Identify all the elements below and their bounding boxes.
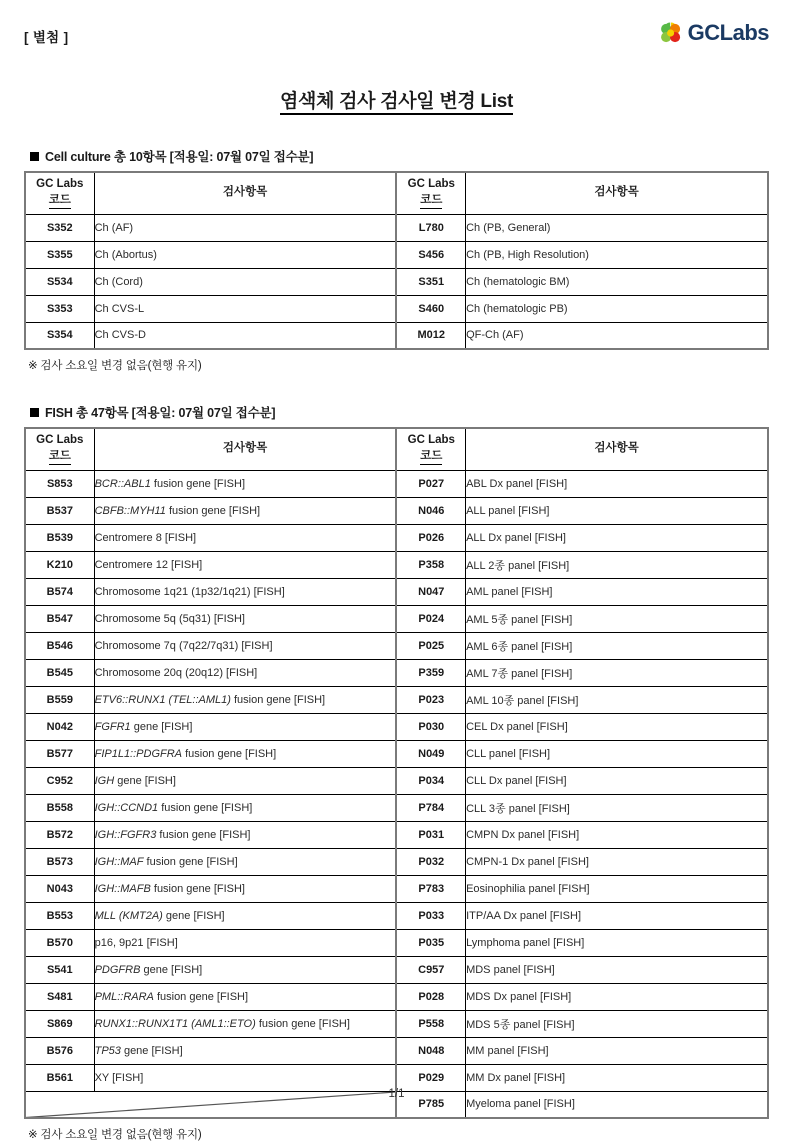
gc-labs-logo: [658, 20, 769, 46]
test-code-left: B574: [25, 578, 94, 605]
test-name-right: AML 6종 panel [FISH]: [466, 632, 768, 659]
test-name-right: MM Dx panel [FISH]: [466, 1064, 768, 1091]
test-name-left: Ch (Abortus): [94, 241, 396, 268]
test-code-left: S353: [25, 295, 94, 322]
test-name-right: ITP/AA Dx panel [FISH]: [466, 902, 768, 929]
test-code-right: N049: [396, 740, 465, 767]
test-name-left: CBFB::MYH11 fusion gene [FISH]: [94, 497, 396, 524]
page-title: [24, 86, 769, 113]
logo-text-labs: Labs: [719, 20, 769, 45]
test-code-left: S541: [25, 956, 94, 983]
table-row: [25, 956, 768, 983]
test-code-left: S352: [25, 214, 94, 241]
test-code-right: P359: [396, 659, 465, 686]
test-code-left: S869: [25, 1010, 94, 1037]
test-name-right: AML 5종 panel [FISH]: [466, 605, 768, 632]
section-note-fish: ※ 검사 소요일 변경 없음(현행 유지): [28, 1129, 202, 1141]
table-header-row: [25, 428, 768, 470]
test-name-right: Myeloma panel [FISH]: [466, 1091, 768, 1118]
test-name-right: MDS panel [FISH]: [466, 956, 768, 983]
table-row: [25, 214, 768, 241]
test-code-right: P035: [396, 929, 465, 956]
page-number: 1/1: [388, 1088, 405, 1100]
test-code-left: S481: [25, 983, 94, 1010]
test-code-left: C952: [25, 767, 94, 794]
column-header-testname-right: 검사항목: [466, 428, 768, 470]
test-name-left: IGH gene [FISH]: [94, 767, 396, 794]
test-code-right: P030: [396, 713, 465, 740]
section-heading-label: Cell culture 총 10항목 [적용일: 07월 07일 접수분]: [45, 150, 314, 164]
table-row: [25, 767, 768, 794]
test-code-right: S460: [396, 295, 465, 322]
code-header-line1: GC Labs: [36, 434, 84, 447]
table-row: [25, 929, 768, 956]
test-name-right: CEL Dx panel [FISH]: [466, 713, 768, 740]
test-code-right: P558: [396, 1010, 465, 1037]
logo-text-gc: GC: [687, 20, 720, 45]
test-name-right: CMPN Dx panel [FISH]: [466, 821, 768, 848]
table-row: [25, 241, 768, 268]
test-code-right: L780: [396, 214, 465, 241]
test-name-right: Ch (hematologic BM): [466, 268, 768, 295]
fish-table-body: [25, 470, 768, 1118]
test-name-left: BCR::ABL1 fusion gene [FISH]: [94, 470, 396, 497]
table-row: [25, 902, 768, 929]
table-header-row: [25, 172, 768, 214]
test-name-left: MLL (KMT2A) gene [FISH]: [94, 902, 396, 929]
test-code-left: N042: [25, 713, 94, 740]
test-code-left: B559: [25, 686, 94, 713]
test-name-left: IGH::FGFR3 fusion gene [FISH]: [94, 821, 396, 848]
table-row: [25, 551, 768, 578]
test-code-right: N046: [396, 497, 465, 524]
test-name-right: ALL panel [FISH]: [466, 497, 768, 524]
test-name-right: Ch (hematologic PB): [466, 295, 768, 322]
test-code-left: B573: [25, 848, 94, 875]
code-header-line2: 코드: [420, 193, 442, 210]
test-code-left: B561: [25, 1064, 94, 1091]
column-header-code-left: [25, 428, 94, 470]
table-row: [25, 497, 768, 524]
column-header-code-left: [25, 172, 94, 214]
test-name-right: MDS Dx panel [FISH]: [466, 983, 768, 1010]
test-name-right: AML panel [FISH]: [466, 578, 768, 605]
table-row: [25, 470, 768, 497]
test-code-right: C957: [396, 956, 465, 983]
test-name-right: ALL Dx panel [FISH]: [466, 524, 768, 551]
test-code-left: S534: [25, 268, 94, 295]
table-row: [25, 1064, 768, 1091]
table-row: [25, 794, 768, 821]
section-heading-cell-culture: [30, 147, 769, 165]
test-name-right: CLL Dx panel [FISH]: [466, 767, 768, 794]
table-row: [25, 632, 768, 659]
table-row: [25, 686, 768, 713]
test-code-right: S456: [396, 241, 465, 268]
test-name-left: Centromere 8 [FISH]: [94, 524, 396, 551]
test-name-left: RUNX1::RUNX1T1 (AML1::ETO) fusion gene [FISH]: [94, 1010, 396, 1037]
code-header-line1: GC Labs: [36, 178, 84, 191]
table-row: [25, 605, 768, 632]
test-name-right: Ch (PB, General): [466, 214, 768, 241]
bullet-square-icon: [30, 408, 39, 417]
test-name-left: FIP1L1::PDGFRA fusion gene [FISH]: [94, 740, 396, 767]
test-name-right: CLL panel [FISH]: [466, 740, 768, 767]
test-code-right: P028: [396, 983, 465, 1010]
test-name-right: CMPN-1 Dx panel [FISH]: [466, 848, 768, 875]
test-code-right: P023: [396, 686, 465, 713]
test-code-right: P358: [396, 551, 465, 578]
test-name-left: IGH::MAFB fusion gene [FISH]: [94, 875, 396, 902]
test-name-left: Chromosome 20q (20q12) [FISH]: [94, 659, 396, 686]
table-row: [25, 983, 768, 1010]
table-row: [25, 295, 768, 322]
test-name-right: ALL 2종 panel [FISH]: [466, 551, 768, 578]
test-name-right: ABL Dx panel [FISH]: [466, 470, 768, 497]
attachment-tag: [ 별첨 ]: [24, 30, 69, 45]
table-row: [25, 578, 768, 605]
test-name-left: IGH::CCND1 fusion gene [FISH]: [94, 794, 396, 821]
table-row: [25, 740, 768, 767]
test-code-right: S351: [396, 268, 465, 295]
test-code-left: B537: [25, 497, 94, 524]
cell-culture-table: [24, 171, 769, 350]
table-row: [25, 821, 768, 848]
column-header-code-right: [396, 428, 465, 470]
cell-culture-table-body: [25, 214, 768, 349]
table-row: [25, 268, 768, 295]
test-name-left: Chromosome 7q (7q22/7q31) [FISH]: [94, 632, 396, 659]
table-row: [25, 875, 768, 902]
test-code-left: B553: [25, 902, 94, 929]
test-code-right: P784: [396, 794, 465, 821]
test-code-left: B545: [25, 659, 94, 686]
test-code-right: P034: [396, 767, 465, 794]
test-code-right: P031: [396, 821, 465, 848]
test-code-left: B547: [25, 605, 94, 632]
test-code-right: M012: [396, 322, 465, 349]
page-title-text: 염색체 검사 검사일 변경 List: [280, 91, 513, 115]
test-name-left: Chromosome 1q21 (1p32/1q21) [FISH]: [94, 578, 396, 605]
logo-wordmark: [688, 22, 769, 44]
table-row: [25, 659, 768, 686]
test-name-right: MM panel [FISH]: [466, 1037, 768, 1064]
test-code-right: P783: [396, 875, 465, 902]
test-name-right: QF-Ch (AF): [466, 322, 768, 349]
table-row: [25, 713, 768, 740]
four-petal-logo-icon: [658, 20, 684, 46]
test-name-right: CLL 3종 panel [FISH]: [466, 794, 768, 821]
code-header-line2: 코드: [49, 193, 71, 210]
test-name-left: Ch CVS-L: [94, 295, 396, 322]
code-header-line1: GC Labs: [407, 178, 455, 191]
test-name-left: ETV6::RUNX1 (TEL::AML1) fusion gene [FISH]: [94, 686, 396, 713]
test-name-right: AML 7종 panel [FISH]: [466, 659, 768, 686]
test-name-right: Eosinophilia panel [FISH]: [466, 875, 768, 902]
test-code-left: S355: [25, 241, 94, 268]
test-name-right: Lymphoma panel [FISH]: [466, 929, 768, 956]
bullet-square-icon: [30, 152, 39, 161]
test-code-left: K210: [25, 551, 94, 578]
table-row: [25, 1010, 768, 1037]
test-code-left: B546: [25, 632, 94, 659]
test-name-left: PML::RARA fusion gene [FISH]: [94, 983, 396, 1010]
test-code-left: S853: [25, 470, 94, 497]
test-code-left: B577: [25, 740, 94, 767]
section-note-cell-culture: ※ 검사 소요일 변경 없음(현행 유지): [28, 360, 202, 372]
test-code-left: N043: [25, 875, 94, 902]
table-row: [25, 1037, 768, 1064]
test-name-left: Centromere 12 [FISH]: [94, 551, 396, 578]
test-code-right: N047: [396, 578, 465, 605]
test-name-right: MDS 5종 panel [FISH]: [466, 1010, 768, 1037]
test-code-left: B570: [25, 929, 94, 956]
test-code-right: P785: [396, 1091, 465, 1118]
test-name-left: Ch (AF): [94, 214, 396, 241]
table-row: [25, 524, 768, 551]
test-code-left: S354: [25, 322, 94, 349]
column-header-code-right: [396, 172, 465, 214]
test-name-left: TP53 gene [FISH]: [94, 1037, 396, 1064]
test-code-left: B572: [25, 821, 94, 848]
column-header-testname-right: 검사항목: [466, 172, 768, 214]
table-row: [25, 848, 768, 875]
test-code-right: P027: [396, 470, 465, 497]
test-name-left: Ch (Cord): [94, 268, 396, 295]
test-code-left: B576: [25, 1037, 94, 1064]
test-name-left: IGH::MAF fusion gene [FISH]: [94, 848, 396, 875]
code-header-line2: 코드: [420, 449, 442, 466]
test-code-right: P029: [396, 1064, 465, 1091]
test-name-left: FGFR1 gene [FISH]: [94, 713, 396, 740]
test-name-right: AML 10종 panel [FISH]: [466, 686, 768, 713]
column-header-testname-left: 검사항목: [94, 428, 396, 470]
test-name-left: PDGFRB gene [FISH]: [94, 956, 396, 983]
test-code-left: B539: [25, 524, 94, 551]
test-code-right: P025: [396, 632, 465, 659]
test-code-right: P033: [396, 902, 465, 929]
test-code-right: P032: [396, 848, 465, 875]
test-code-left: B558: [25, 794, 94, 821]
test-name-left: Chromosome 5q (5q31) [FISH]: [94, 605, 396, 632]
table-row: [25, 322, 768, 349]
test-code-right: N048: [396, 1037, 465, 1064]
fish-table: [24, 427, 769, 1119]
test-name-left: XY [FISH]: [94, 1064, 396, 1091]
section-heading-label: FISH 총 47항목 [적용일: 07월 07일 접수분]: [45, 406, 276, 420]
code-header-line2: 코드: [49, 449, 71, 466]
test-name-left: Ch CVS-D: [94, 322, 396, 349]
test-name-right: Ch (PB, High Resolution): [466, 241, 768, 268]
code-header-line1: GC Labs: [407, 434, 455, 447]
test-code-right: P024: [396, 605, 465, 632]
section-heading-fish: [30, 403, 769, 421]
column-header-testname-left: 검사항목: [94, 172, 396, 214]
test-code-right: P026: [396, 524, 465, 551]
document-header: [24, 20, 769, 72]
test-name-left: p16, 9p21 [FISH]: [94, 929, 396, 956]
